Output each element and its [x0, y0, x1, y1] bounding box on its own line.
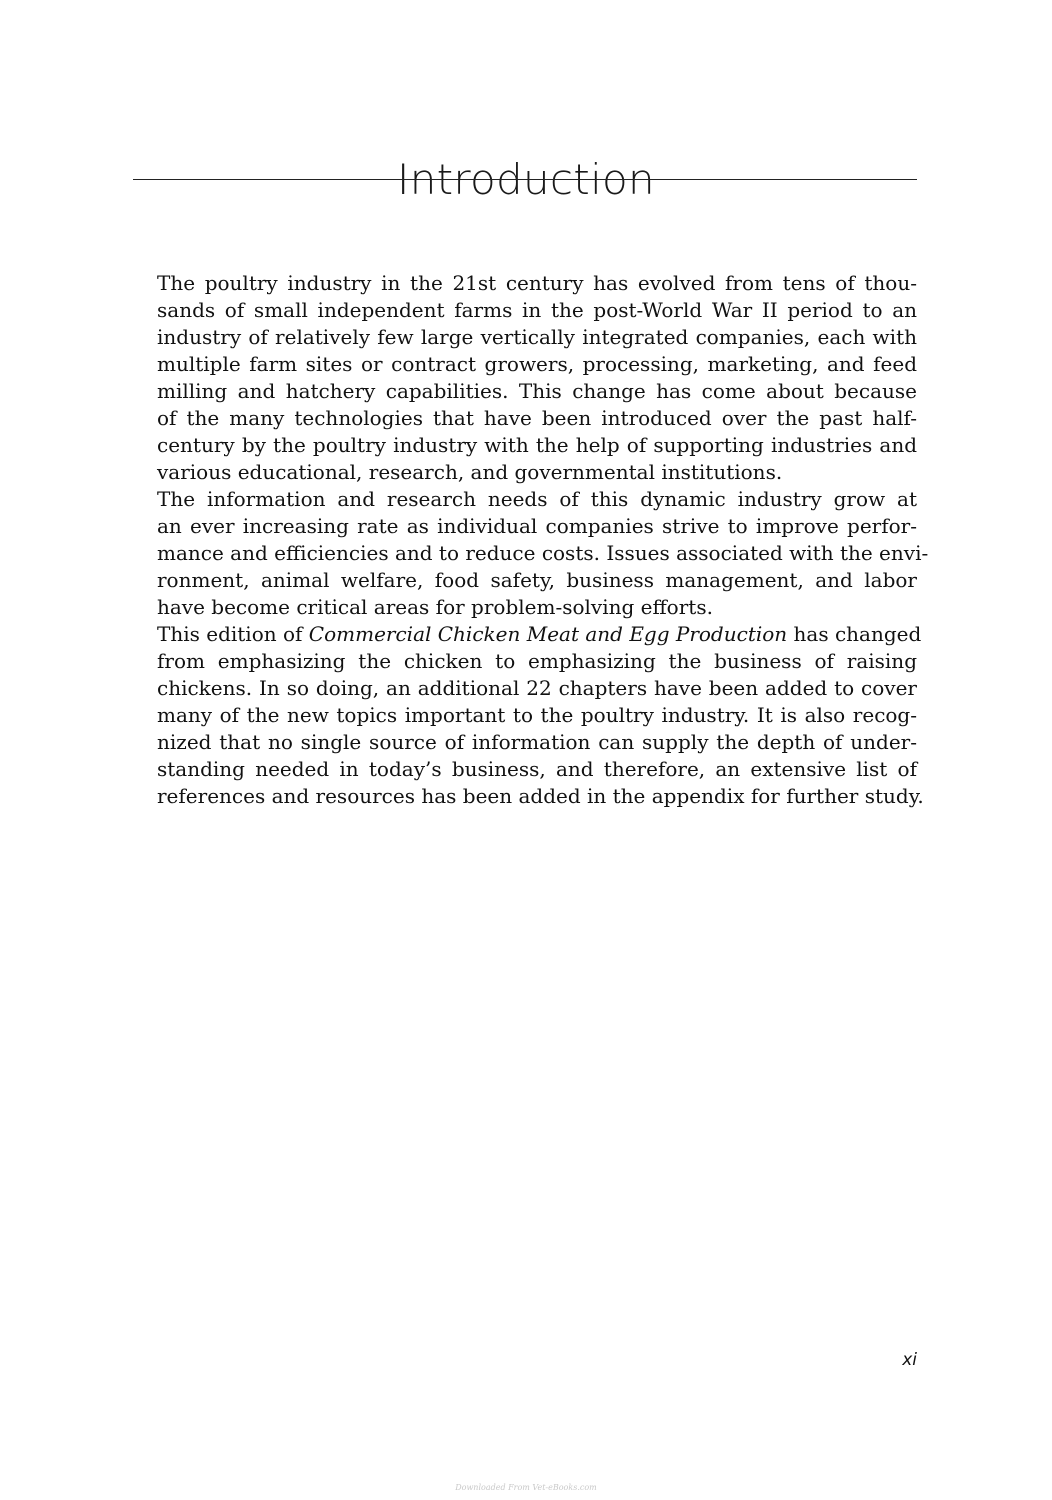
text-line: many of the new topics important to the poultry industry. It is also recog- — [157, 703, 917, 727]
paragraph-2 — [133, 486, 929, 621]
paragraph-1 — [133, 270, 917, 486]
text-line: from emphasizing the chicken to emphasizing the business of raising — [157, 649, 917, 673]
text-line: an ever increasing rate as individual companies strive to improve perfor- — [157, 514, 917, 538]
text-line: century by the poultry industry with the help of supporting industries and — [157, 433, 917, 457]
text-line: chickens. In so doing, an additional 22 chapters have been added to cover — [157, 676, 917, 700]
text-line: references and resources has been added in the appendix for further study. — [157, 784, 924, 808]
text-line-prefix: This edition of — [157, 622, 309, 646]
text-line: industry of relatively few large vertically integrated companies, each with — [157, 325, 917, 349]
text-line: sands of small independent farms in the post-World War II period to an — [157, 298, 917, 322]
text-line-suffix: has changed — [787, 622, 922, 646]
page-number: xi — [902, 1350, 917, 1370]
introduction-body — [133, 270, 929, 810]
text-line: multiple farm sites or contract growers, processing, marketing, and feed — [157, 352, 917, 376]
text-line: standing needed in today’s business, and therefore, an extensive list of — [157, 757, 917, 781]
text-line: of the many technologies that have been introduced over the past half- — [157, 406, 917, 430]
book-title: Commercial Chicken Meat and Egg Production — [308, 622, 788, 646]
text-line: milling and hatchery capabilities. This change has come about because — [157, 379, 917, 403]
text-line: nized that no single source of information can supply the depth of under- — [157, 730, 917, 754]
text-line: The information and research needs of this dynamic industry grow at — [157, 487, 917, 511]
text-line: The poultry industry in the 21st century has evolved from tens of thou- — [157, 271, 917, 295]
text-line — [133, 621, 922, 648]
footer-watermark: Downloaded From Vet-eBooks.com — [455, 1483, 597, 1492]
paragraph-3 — [133, 621, 924, 810]
title-rule — [133, 179, 917, 180]
page-title: Introduction — [397, 155, 655, 205]
text-line: have become critical areas for problem-solving efforts. — [157, 595, 713, 619]
text-line: mance and efficiencies and to reduce costs. Issues associated with the envi- — [157, 541, 929, 565]
text-line: various educational, research, and governmental institutions. — [157, 460, 783, 484]
text-line: ronment, animal welfare, food safety, business management, and labor — [157, 568, 917, 592]
